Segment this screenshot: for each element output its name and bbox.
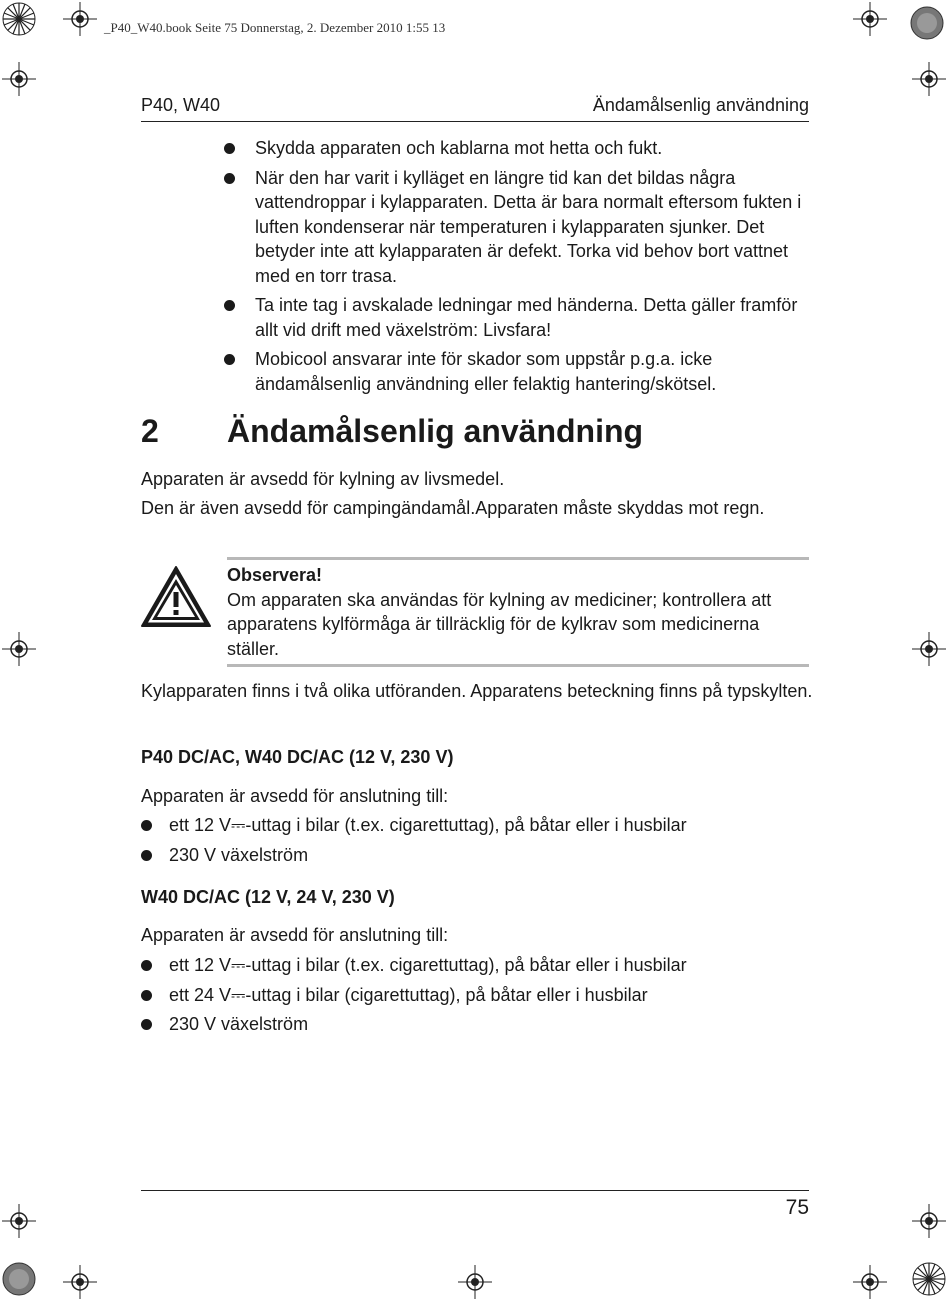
registration-mark-icon bbox=[2, 62, 36, 96]
bullet-icon bbox=[141, 1019, 152, 1030]
safety-list bbox=[255, 136, 813, 401]
registration-mark-icon bbox=[2, 1204, 36, 1238]
model-b-list bbox=[169, 953, 809, 1042]
bullet-icon bbox=[224, 143, 235, 154]
registration-mark-icon bbox=[853, 1265, 887, 1299]
bullet-icon bbox=[224, 173, 235, 184]
color-bar-icon bbox=[2, 2, 36, 36]
list-item-text: Ta inte tag i avskalade ledningar med händerna. Detta gäller framför allt vid drift med växelström: Livsfara! bbox=[255, 295, 798, 340]
list-item-text: Mobicool ansvarar inte för skador som uppstår p.g.a. icke ändamålsenlig användning eller felaktig hantering/skötsel. bbox=[255, 349, 717, 394]
registration-mark-icon bbox=[63, 1265, 97, 1299]
list-item bbox=[169, 953, 809, 978]
note-top-rule bbox=[227, 557, 809, 560]
list-item-text: 230 V växelström bbox=[169, 1014, 309, 1034]
list-item-text: ett 24 V⎓-uttag i bilar (cigarettuttag), på båtar eller i husbilar bbox=[169, 984, 648, 1005]
model-a-list bbox=[169, 813, 809, 872]
header-divider bbox=[141, 121, 809, 122]
list-item-text: När den har varit i kylläget en längre tid kan det bildas några vattendroppar i kylapparaten. Detta är bara normalt eftersom fukten i luften kondenserar när temperaturen i kylapparaten sjunker. Det betyder inte att kylapparaten är defekt. Torka vid behov bort vattnet med en torr trasa. bbox=[255, 167, 802, 286]
bullet-icon bbox=[141, 960, 152, 971]
footer-divider bbox=[141, 1190, 809, 1191]
list-item-text: ett 12 V⎓-uttag i bilar (t.ex. cigarettuttag), på båtar eller i husbilar bbox=[169, 815, 687, 835]
running-header-left: P40, W40 bbox=[141, 95, 221, 115]
list-item bbox=[169, 1012, 809, 1037]
bullet-icon bbox=[141, 850, 152, 861]
list-item-text: 230 V växelström bbox=[169, 844, 309, 865]
model-b-heading: W40 DC/AC (12 V, 24 V, 230 V) bbox=[141, 887, 395, 907]
bullet-icon bbox=[141, 990, 152, 1001]
note-box bbox=[227, 563, 811, 661]
list-item bbox=[255, 136, 813, 161]
list-item bbox=[255, 347, 813, 396]
model-a-lead: Apparaten är avsedd för anslutning till: bbox=[141, 786, 449, 806]
model-a-heading: P40 DC/AC, W40 DC/AC (12 V, 230 V) bbox=[141, 747, 454, 767]
list-item bbox=[255, 293, 813, 342]
section-number: 2 bbox=[141, 413, 159, 449]
color-bar-icon bbox=[2, 1262, 36, 1296]
bullet-icon bbox=[141, 820, 152, 831]
warning-triangle-icon bbox=[139, 564, 213, 630]
section-title: Ändamålsenlig användning bbox=[227, 413, 644, 449]
registration-mark-icon bbox=[912, 632, 946, 666]
color-bar-icon bbox=[910, 6, 944, 40]
list-item bbox=[169, 843, 809, 868]
note-title: Observera! bbox=[227, 565, 323, 585]
bullet-icon bbox=[224, 354, 235, 365]
note-body: Om apparaten ska användas för kylning av mediciner; kontrollera att apparatens kylförmåga är tillräcklig för de kylkrav som medicinerna ställer. bbox=[227, 589, 772, 659]
registration-mark-icon bbox=[853, 2, 887, 36]
list-item bbox=[255, 166, 813, 289]
page-number: 75 bbox=[785, 1196, 809, 1219]
list-item bbox=[169, 983, 809, 1008]
list-item-text: Skydda apparaten och kablarna mot hetta och fukt. bbox=[255, 138, 663, 158]
color-bar-icon bbox=[912, 1262, 946, 1296]
versions-paragraph: Kylapparaten finns i två olika utföranden. Apparatens beteckning finns på typskylten. bbox=[141, 681, 813, 701]
running-header-right: Ändamålsenlig användning bbox=[592, 95, 809, 115]
registration-mark-icon bbox=[63, 2, 97, 36]
bullet-icon bbox=[224, 300, 235, 311]
registration-mark-icon bbox=[912, 1204, 946, 1238]
registration-mark-icon bbox=[2, 632, 36, 666]
list-item bbox=[169, 813, 809, 838]
note-bottom-rule bbox=[227, 664, 809, 667]
model-b-lead: Apparaten är avsedd för anslutning till: bbox=[141, 925, 449, 945]
list-item-text: ett 12 V⎓-uttag i bilar (t.ex. cigarettuttag), på båtar eller i husbilar bbox=[169, 955, 687, 975]
registration-mark-icon bbox=[458, 1265, 492, 1299]
intro-paragraph: Den är även avsedd för campingändamål.Apparaten måste skyddas mot regn. bbox=[141, 498, 765, 518]
registration-mark-icon bbox=[912, 62, 946, 96]
section-heading bbox=[141, 413, 643, 450]
print-metadata: _P40_W40.book Seite 75 Donnerstag, 2. Dezember 2010 1:55 13 bbox=[104, 20, 446, 35]
intro-paragraph: Apparaten är avsedd för kylning av livsmedel. bbox=[141, 469, 505, 489]
